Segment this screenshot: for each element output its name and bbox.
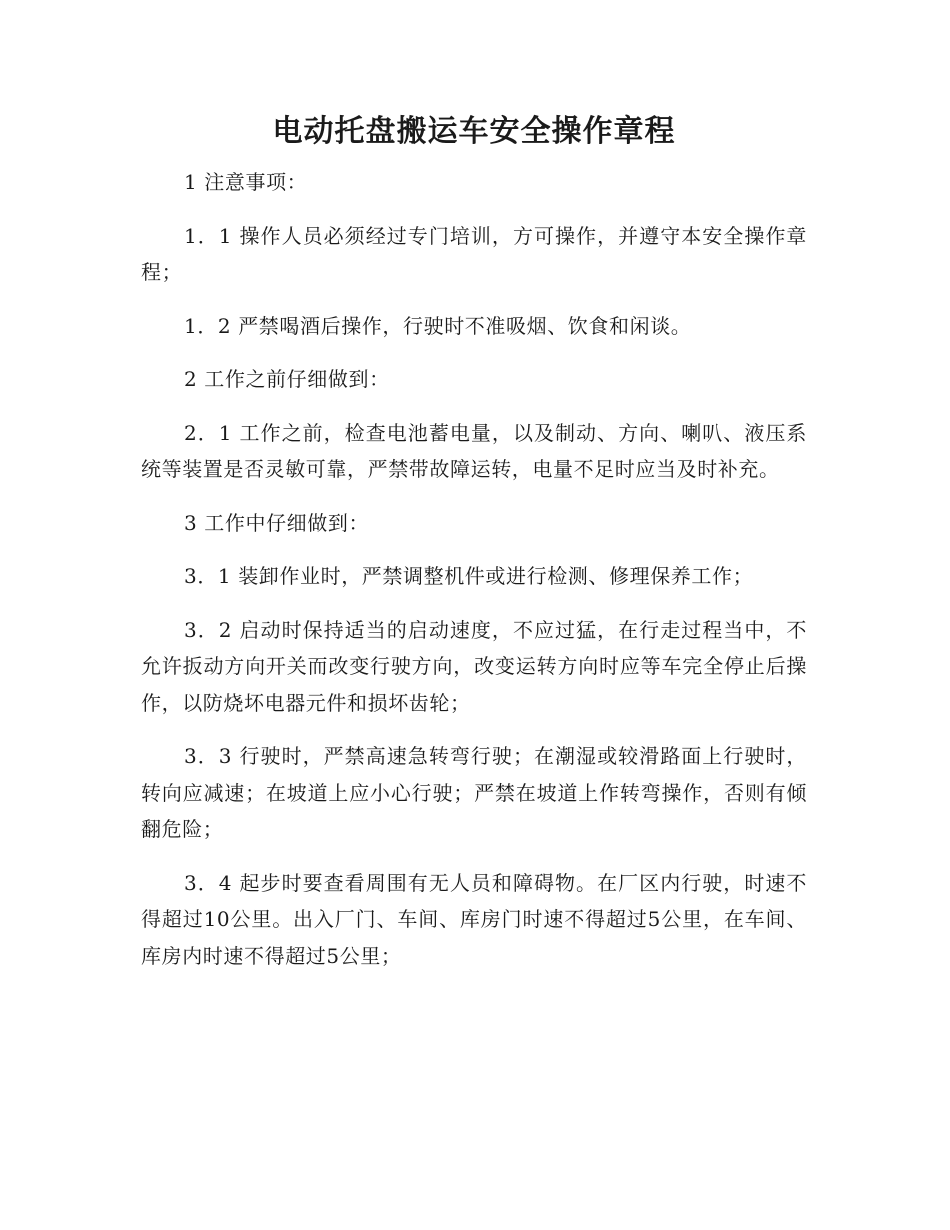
paragraph-1-1: 1．1 操作人员必须经过专门培训，方可操作，并遵守本安全操作章程； (141, 223, 807, 284)
paragraph-3-4: 3．4 起步时要查看周围有无人员和障碍物。在厂区内行驶，时速不得超过10公里。出入厂门、车间、库房门时速不得超过5公里，在车间、库房内时速不得超过5公里； (141, 870, 807, 968)
document-body (141, 164, 807, 991)
document-title: 电动托盘搬运车安全操作章程 (272, 114, 676, 149)
paragraph-1-2: 1．2 严禁喝酒后操作，行驶时不准吸烟、饮食和闲谈。 (184, 313, 692, 338)
paragraph-3-2: 3．2 启动时保持适当的启动速度，不应过猛，在行走过程当中，不允许扳动方向开关而改变行驶方向，改变运转方向时应等车完全停止后操作，以防烧坏电器元件和损坏齿轮； (141, 617, 807, 715)
paragraph-1-heading: 1 注意事项： (184, 170, 308, 194)
paragraph-2-1: 2．1 工作之前，检查电池蓄电量，以及制动、方向、喇叭、液压系统等装置是否灵敏可靠，严禁带故障运转，电量不足时应当及时补充。 (141, 420, 807, 481)
paragraph-3-3: 3．3 行驶时，严禁高速急转弯行驶；在潮湿或较滑路面上行驶时，转向应减速；在坡道上应小心行驶；严禁在坡道上作转弯操作，否则有倾翻危险； (141, 744, 807, 841)
paragraph-2-heading: 2 工作之前仔细做到： (184, 367, 390, 391)
paragraph-3-heading: 3 工作中仔细做到： (184, 510, 370, 535)
paragraph-3-1: 3．1 装卸作业时，严禁调整机件或进行检测、修理保养工作； (184, 564, 754, 588)
